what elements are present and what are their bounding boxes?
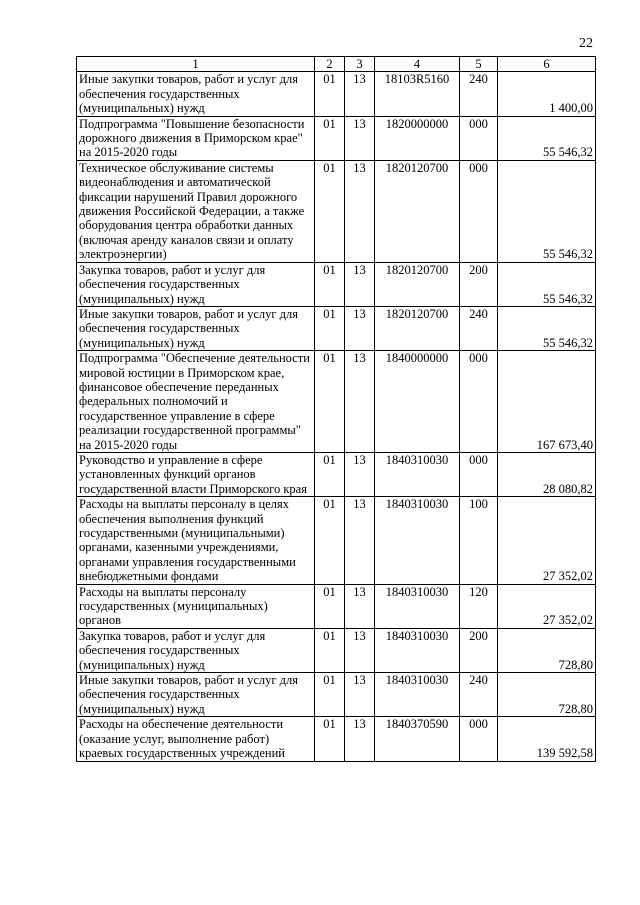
- row-target-code-cell: 1840310030: [375, 628, 460, 672]
- row-target-code-cell: 1840310030: [375, 497, 460, 584]
- row-section-cell: 01: [315, 628, 345, 672]
- row-expense-type-cell: 240: [460, 306, 498, 350]
- header-cell-4: 4: [375, 57, 460, 72]
- row-subsection-cell: 13: [345, 628, 375, 672]
- table-row: [77, 497, 596, 584]
- table-header-row: [77, 57, 596, 72]
- row-section-cell: 01: [315, 452, 345, 496]
- row-name-cell: Техническое обслуживание системы видеонаблюдения и автоматической фиксации нарушений Правил дорожного движения Российской Федерации, а также оборудования центра обработки данных (включая аренду каналов связи и оплату электроэнергии): [77, 160, 315, 262]
- header-cell-6: 6: [498, 57, 596, 72]
- row-amount-cell: 27 352,02: [498, 584, 596, 628]
- row-subsection-cell: 13: [345, 116, 375, 160]
- row-target-code-cell: 1840310030: [375, 584, 460, 628]
- row-expense-type-cell: 000: [460, 160, 498, 262]
- row-subsection-cell: 13: [345, 160, 375, 262]
- row-amount-cell: 55 546,32: [498, 160, 596, 262]
- table-row: [77, 351, 596, 453]
- row-subsection-cell: 13: [345, 262, 375, 306]
- table-row: [77, 452, 596, 496]
- row-target-code-cell: 1820120700: [375, 262, 460, 306]
- row-subsection-cell: 13: [345, 351, 375, 453]
- row-name-cell: Руководство и управление в сфере установленных функций органов государственной власти Приморского края: [77, 452, 315, 496]
- row-section-cell: 01: [315, 584, 345, 628]
- row-section-cell: 01: [315, 306, 345, 350]
- row-section-cell: 01: [315, 116, 345, 160]
- row-name-cell: Иные закупки товаров, работ и услуг для обеспечения государственных (муниципальных) нужд: [77, 673, 315, 717]
- row-target-code-cell: 1820000000: [375, 116, 460, 160]
- row-name-cell: Закупка товаров, работ и услуг для обеспечения государственных (муниципальных) нужд: [77, 628, 315, 672]
- row-subsection-cell: 13: [345, 452, 375, 496]
- row-subsection-cell: 13: [345, 497, 375, 584]
- row-expense-type-cell: 240: [460, 72, 498, 116]
- row-expense-type-cell: 200: [460, 628, 498, 672]
- budget-table: [76, 56, 596, 762]
- row-subsection-cell: 13: [345, 306, 375, 350]
- table-row: [77, 262, 596, 306]
- table-row: [77, 717, 596, 761]
- row-expense-type-cell: 000: [460, 116, 498, 160]
- row-target-code-cell: 1840000000: [375, 351, 460, 453]
- page-number: 22: [579, 36, 593, 51]
- header-cell-5: 5: [460, 57, 498, 72]
- row-expense-type-cell: 240: [460, 673, 498, 717]
- row-subsection-cell: 13: [345, 717, 375, 761]
- table-row: [77, 72, 596, 116]
- header-cell-1: 1: [77, 57, 315, 72]
- row-expense-type-cell: 000: [460, 452, 498, 496]
- row-section-cell: 01: [315, 497, 345, 584]
- row-target-code-cell: 1840370590: [375, 717, 460, 761]
- row-section-cell: 01: [315, 262, 345, 306]
- row-amount-cell: 55 546,32: [498, 306, 596, 350]
- row-target-code-cell: 18103R5160: [375, 72, 460, 116]
- row-amount-cell: 139 592,58: [498, 717, 596, 761]
- row-name-cell: Подпрограмма "Обеспечение деятельности мировой юстиции в Приморском крае, финансовое обеспечение переданных федеральных полномочий и государственное управление в сфере реализации государственной программы" на 2015-2020 годы: [77, 351, 315, 453]
- table-row: [77, 306, 596, 350]
- row-name-cell: Расходы на обеспечение деятельности (оказание услуг, выполнение работ) краевых государственных учреждений: [77, 717, 315, 761]
- row-name-cell: Подпрограмма "Повышение безопасности дорожного движения в Приморском крае" на 2015-2020 годы: [77, 116, 315, 160]
- row-expense-type-cell: 120: [460, 584, 498, 628]
- row-amount-cell: 55 546,32: [498, 116, 596, 160]
- row-subsection-cell: 13: [345, 72, 375, 116]
- row-amount-cell: 167 673,40: [498, 351, 596, 453]
- row-target-code-cell: 1840310030: [375, 673, 460, 717]
- table-row: [77, 673, 596, 717]
- row-amount-cell: 55 546,32: [498, 262, 596, 306]
- row-amount-cell: 27 352,02: [498, 497, 596, 584]
- row-expense-type-cell: 000: [460, 351, 498, 453]
- row-name-cell: Иные закупки товаров, работ и услуг для обеспечения государственных (муниципальных) нужд: [77, 72, 315, 116]
- header-cell-2: 2: [315, 57, 345, 72]
- row-expense-type-cell: 000: [460, 717, 498, 761]
- row-name-cell: Расходы на выплаты персоналу в целях обеспечения выполнения функций государственными (муниципальными) органами, казенными учреждениями, органами управления государственными внебюджетными фондами: [77, 497, 315, 584]
- row-name-cell: Закупка товаров, работ и услуг для обеспечения государственных (муниципальных) нужд: [77, 262, 315, 306]
- row-target-code-cell: 1820120700: [375, 160, 460, 262]
- row-amount-cell: 728,80: [498, 628, 596, 672]
- row-expense-type-cell: 100: [460, 497, 498, 584]
- row-section-cell: 01: [315, 72, 345, 116]
- table-row: [77, 160, 596, 262]
- table-row: [77, 628, 596, 672]
- row-section-cell: 01: [315, 351, 345, 453]
- row-expense-type-cell: 200: [460, 262, 498, 306]
- row-target-code-cell: 1820120700: [375, 306, 460, 350]
- row-name-cell: Иные закупки товаров, работ и услуг для обеспечения государственных (муниципальных) нужд: [77, 306, 315, 350]
- row-subsection-cell: 13: [345, 673, 375, 717]
- row-amount-cell: 1 400,00: [498, 72, 596, 116]
- row-section-cell: 01: [315, 160, 345, 262]
- table-row: [77, 584, 596, 628]
- row-name-cell: Расходы на выплаты персоналу государственных (муниципальных) органов: [77, 584, 315, 628]
- row-section-cell: 01: [315, 717, 345, 761]
- row-amount-cell: 28 080,82: [498, 452, 596, 496]
- header-cell-3: 3: [345, 57, 375, 72]
- row-section-cell: 01: [315, 673, 345, 717]
- row-subsection-cell: 13: [345, 584, 375, 628]
- row-amount-cell: 728,80: [498, 673, 596, 717]
- table-row: [77, 116, 596, 160]
- row-target-code-cell: 1840310030: [375, 452, 460, 496]
